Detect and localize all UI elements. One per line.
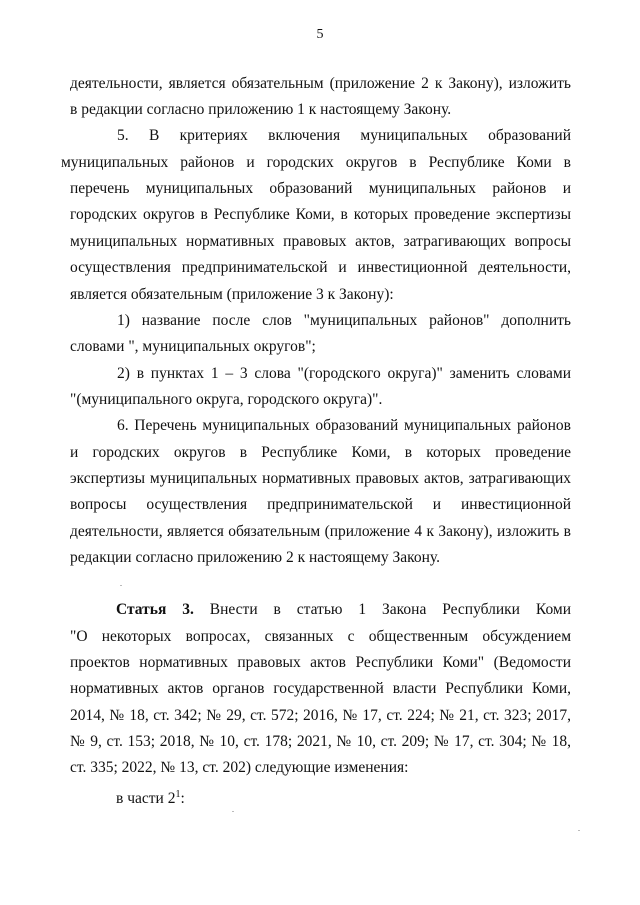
part-reference (116, 785, 571, 808)
part-suffix: : (180, 790, 185, 808)
part-superscript: 1 (175, 789, 181, 800)
list-item-1: 1) название после слов "муниципальных районов" дополнить (117, 312, 571, 329)
text-line: 2014, № 18, ст. 342; № 29, ст. 572; 2016, № 17, ст. 224; № 21, ст. 323; 2017, (70, 707, 571, 724)
text-line: деятельности, является обязательным (приложение 4 к Закону), изложить в (70, 523, 571, 540)
scan-speck (578, 830, 580, 831)
text-line: городских округов в Республике Коми, в которых проведение экспертизы (70, 206, 571, 223)
list-item-2: 2) в пунктах 1 – 3 слова "(городского округа)" заменить словами (117, 365, 571, 382)
text-line: экспертизы муниципальных нормативных правовых актов, затрагивающих (70, 470, 571, 487)
text-line: ст. 335; 2022, № 13, ст. 202) следующие изменения: (70, 759, 409, 776)
article-3-first-line (116, 600, 571, 620)
text-line: редакции согласно приложению 2 к настоящему Закону. (70, 549, 440, 566)
text-line: муниципальных нормативных правовых актов, затрагивающих вопросы (70, 233, 571, 250)
article-intro: Внести в статью 1 Закона Республики Коми (209, 601, 571, 618)
page-number: 5 (316, 27, 324, 42)
text-line: в редакции согласно приложению 1 к настоящему Закону. (70, 101, 452, 118)
text-line: нормативных актов органов государственной власти Республики Коми, (70, 680, 571, 697)
text-line: вопросы осуществления предпринимательской и инвестиционной (70, 496, 571, 513)
text-line: "(муниципального округа, городского округа)". (70, 391, 383, 408)
article-label: Статья 3. (116, 601, 194, 618)
text-line: перечень муниципальных образований муниципальных районов и (70, 180, 571, 197)
text-line: проектов нормативных правовых актов Республики Коми" (Ведомости (70, 654, 571, 671)
text-line: осуществления предпринимательской и инвестиционной деятельности, (70, 259, 571, 276)
paragraph-5-first-line: 5. В критериях включения муниципальных образований (117, 127, 571, 144)
text-line: № 9, ст. 153; 2018, № 10, ст. 178; 2021, № 10, ст. 209; № 17, ст. 304; № 18, (70, 733, 571, 750)
part-prefix: в части 2 (116, 790, 176, 808)
scan-speck (232, 811, 234, 812)
text-line: муниципальных районов и городских округов в Республике Коми в (61, 154, 571, 171)
scan-speck (120, 585, 122, 586)
text-line: деятельности, является обязательным (приложение 2 к Закону), изложить (70, 75, 571, 92)
text-line: словами ", муниципальных округов"; (70, 338, 316, 355)
text-line: и городских округов в Республике Коми, в которых проведение (70, 444, 571, 461)
text-line: является обязательным (приложение 3 к Закону): (70, 286, 394, 303)
text-line: "О некоторых вопросах, связанных с общественным обсуждением (70, 628, 571, 645)
paragraph-6-first-line: 6. Перечень муниципальных образований муниципальных районов (117, 417, 571, 434)
